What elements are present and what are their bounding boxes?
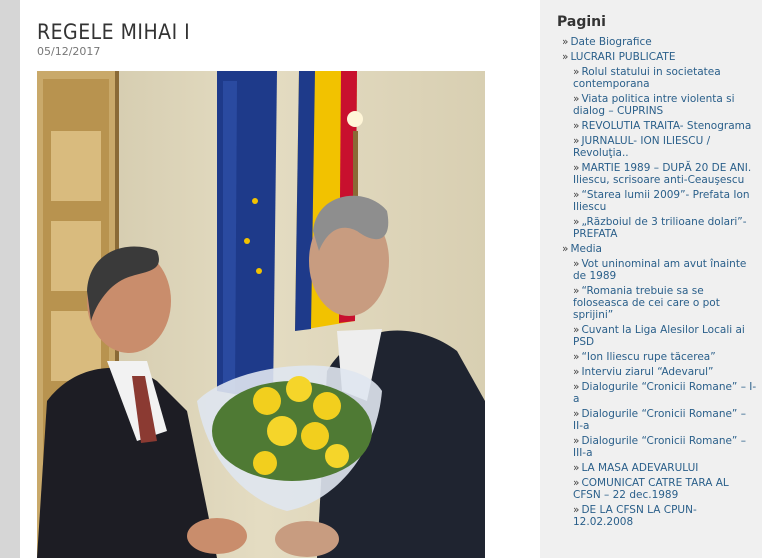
- page-link-label[interactable]: “Romania trebuie sa se foloseasca de cei care o pot sprijini”: [573, 285, 720, 321]
- page-link-label[interactable]: Dialogurile “Cronicii Romane” – III-a: [573, 435, 746, 459]
- page-link-label[interactable]: COMUNICAT CATRE TARA AL CFSN – 22 dec.1989: [573, 477, 729, 501]
- page-link[interactable]: [562, 285, 757, 321]
- arrow-icon: »: [573, 120, 580, 132]
- arrow-icon: »: [573, 66, 580, 78]
- page-link-label[interactable]: Cuvant la Liga Alesilor Locali ai PSD: [573, 324, 745, 348]
- post-title[interactable]: REGELE MIHAI I: [37, 20, 191, 44]
- page-link[interactable]: [562, 351, 757, 363]
- page-link-label[interactable]: JURNALUL- ION ILIESCU / Revoluţia..: [573, 135, 711, 159]
- page-link-label[interactable]: „Războiul de 3 trilioane dolari”- PREFATA: [573, 216, 747, 240]
- page-link[interactable]: [562, 162, 757, 186]
- page-link[interactable]: [562, 93, 757, 117]
- post-date: 05/12/2017: [37, 45, 101, 58]
- post-photo: [37, 71, 485, 558]
- page-link[interactable]: [562, 462, 757, 474]
- arrow-icon: »: [573, 477, 580, 489]
- page-link[interactable]: [562, 381, 757, 405]
- page-link[interactable]: [562, 366, 757, 378]
- page-link[interactable]: [562, 120, 757, 132]
- page-link-label[interactable]: Dialogurile “Cronicii Romane” – I-a: [573, 381, 757, 405]
- page-link-label[interactable]: Media: [570, 243, 602, 255]
- page-link-label[interactable]: LA MASA ADEVARULUI: [581, 462, 699, 474]
- arrow-icon: »: [562, 243, 569, 255]
- page-link[interactable]: [562, 189, 757, 213]
- page-link[interactable]: [562, 324, 757, 348]
- page-link-label[interactable]: Viata politica intre violenta si dialog – CUPRINS: [573, 93, 735, 117]
- page-link[interactable]: [562, 51, 757, 63]
- page-left-margin: [0, 0, 20, 558]
- arrow-icon: »: [573, 366, 580, 378]
- page-link-label[interactable]: Rolul statului in societatea contemporana: [573, 66, 721, 90]
- page-link[interactable]: [562, 36, 757, 48]
- page-link-label[interactable]: LUCRARI PUBLICATE: [570, 51, 676, 63]
- arrow-icon: »: [573, 189, 580, 201]
- page-link-label[interactable]: “Starea lumii 2009”- Prefata Ion Iliescu: [573, 189, 750, 213]
- page-link-label[interactable]: MARTIE 1989 – DUPĂ 20 DE ANI. Iliescu, scrisoare anti-Ceauşescu: [573, 162, 752, 186]
- page-link[interactable]: [562, 66, 757, 90]
- page-link[interactable]: [562, 135, 757, 159]
- arrow-icon: »: [573, 381, 580, 393]
- arrow-icon: »: [562, 51, 569, 63]
- arrow-icon: »: [573, 285, 580, 297]
- page-link-label[interactable]: Interviu ziarul “Adevarul”: [581, 366, 714, 378]
- arrow-icon: »: [562, 36, 569, 48]
- arrow-icon: »: [573, 135, 580, 147]
- page-link[interactable]: [562, 504, 757, 528]
- arrow-icon: »: [573, 351, 580, 363]
- page-link[interactable]: [562, 408, 757, 432]
- page-link-label[interactable]: Dialogurile “Cronicii Romane” – II-a: [573, 408, 746, 432]
- page-link-label[interactable]: DE LA CFSN LA CPUN- 12.02.2008: [573, 504, 697, 528]
- arrow-icon: »: [573, 93, 580, 105]
- arrow-icon: »: [573, 258, 580, 270]
- arrow-icon: »: [573, 435, 580, 447]
- sidebar-heading: Pagini: [557, 14, 606, 30]
- page-link-label[interactable]: Vot uninominal am avut înainte de 1989: [573, 258, 747, 282]
- arrow-icon: »: [573, 216, 580, 228]
- arrow-icon: »: [573, 504, 580, 516]
- page-link[interactable]: [562, 477, 757, 501]
- page-link-label[interactable]: Date Biografice: [570, 36, 652, 48]
- page-link[interactable]: [562, 258, 757, 282]
- page-link[interactable]: [562, 435, 757, 459]
- pages-list: [562, 36, 757, 531]
- page-link[interactable]: [562, 216, 757, 240]
- arrow-icon: »: [573, 408, 580, 420]
- sidebar: [540, 0, 762, 558]
- page-link[interactable]: [562, 243, 757, 255]
- page-link-label[interactable]: “Ion Iliescu rupe tăcerea”: [581, 351, 716, 363]
- arrow-icon: »: [573, 324, 580, 336]
- arrow-icon: »: [573, 162, 580, 174]
- arrow-icon: »: [573, 462, 580, 474]
- page-link-label[interactable]: REVOLUTIA TRAITA- Stenograma: [581, 120, 752, 132]
